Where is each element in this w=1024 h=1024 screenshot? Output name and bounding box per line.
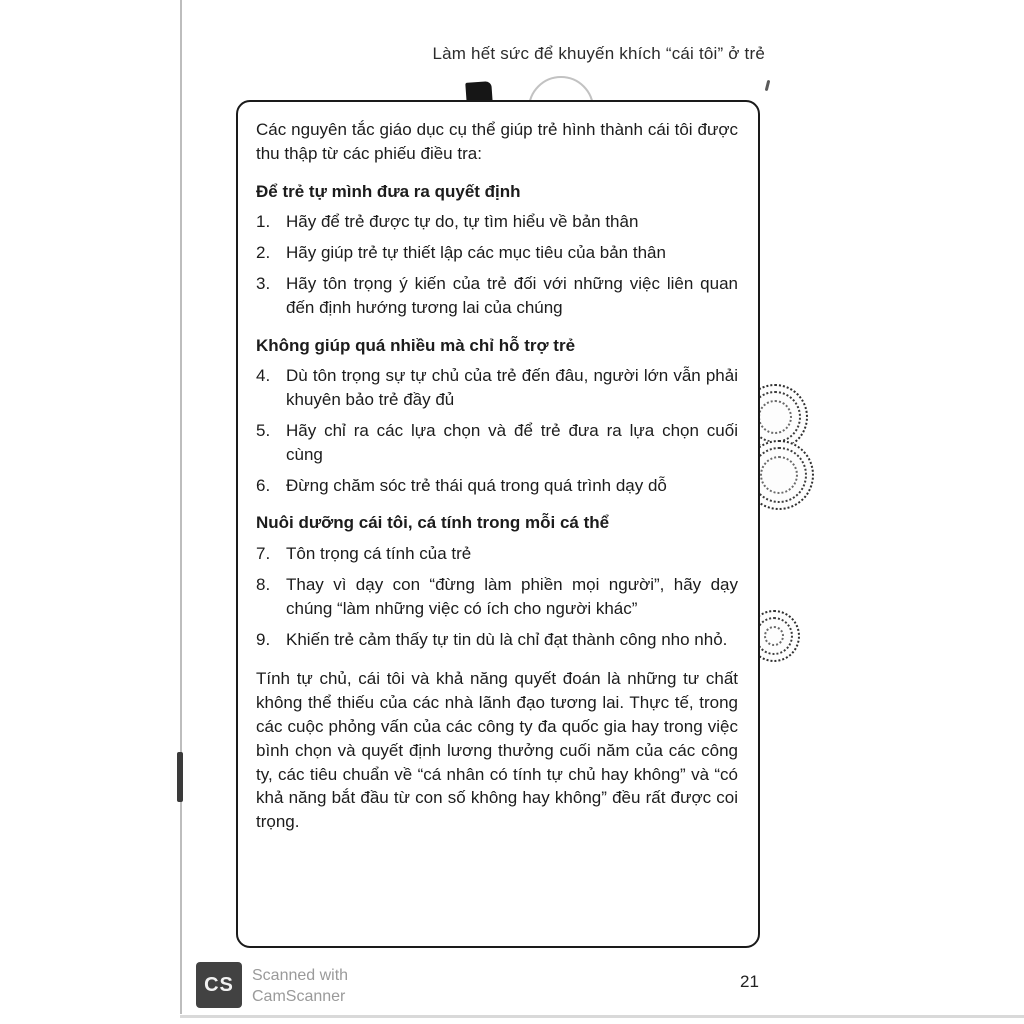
item-text: Khiến trẻ cảm thấy tự tin dù là chỉ đạt thành công nho nhỏ. [286, 629, 728, 649]
intro-paragraph: Các nguyên tắc giáo dục cụ thể giúp trẻ hình thành cái tôi được thu thập từ các phiếu điều tra: [256, 120, 738, 163]
item-number: 6. [256, 475, 271, 495]
scan-edge-line [180, 0, 182, 1014]
section-heading: Để trẻ tự mình đưa ra quyết định [256, 181, 521, 201]
watermark-line1: Scanned with [252, 967, 349, 984]
page-header: Làm hết sức để khuyến khích “cái tôi” ở trẻ [432, 44, 765, 63]
list-item [256, 628, 738, 652]
item-number: 5. [256, 420, 271, 440]
page-number: 21 [740, 972, 759, 991]
list-item [256, 419, 738, 467]
scan-bottom-edge [180, 1015, 1024, 1018]
item-number: 3. [256, 273, 271, 293]
list-item [256, 573, 738, 621]
content-box [236, 100, 760, 948]
camscanner-logo [196, 962, 242, 1008]
section-individuality [256, 511, 738, 651]
item-number: 2. [256, 243, 271, 263]
item-number: 8. [256, 574, 271, 594]
item-text: Hãy giúp trẻ tự thiết lập các mục tiêu của bản thân [286, 243, 666, 263]
list-item [256, 272, 738, 320]
watermark-line2: CamScanner [252, 987, 346, 1005]
item-number: 7. [256, 544, 271, 564]
camscanner-watermark [252, 966, 348, 1008]
section-heading: Không giúp quá nhiều mà chỉ hỗ trợ trẻ [256, 335, 576, 355]
camscanner-logo-text: CS [204, 973, 234, 996]
item-text: Hãy chỉ ra các lựa chọn và để trẻ đưa ra lựa chọn cuối cùng [286, 420, 738, 464]
item-text: Tôn trọng cá tính của trẻ [286, 544, 472, 564]
closing-paragraph: Tính tự chủ, cái tôi và khả năng quyết đoán là những tư chất không thể thiếu của các nhà lãnh đạo tương lai. Thực tế, trong các cuộc phỏng vấn của các công ty đa quốc gia hay trong việc bình chọn và quyết định lương thưởng cuối năm của các công ty, các tiêu chuẩn về “cá nhân có tính tự chủ hay không” và “có khả năng bắt đầu từ con số không hay không” đều rất được coi trọng. [256, 669, 738, 832]
scan-smudge [177, 752, 183, 802]
list-item [256, 474, 738, 498]
item-text: Hãy tôn trọng ý kiến của trẻ đối với những việc liên quan đến định hướng tương lai của chúng [286, 273, 738, 317]
item-text: Thay vì dạy con “đừng làm phiền mọi người”, hãy dạy chúng “làm những việc có ích cho người khác” [286, 574, 738, 618]
list-item [256, 241, 738, 265]
section-support [256, 334, 738, 498]
list-item [256, 364, 738, 412]
list-item [256, 210, 738, 234]
item-text: Dù tôn trọng sự tự chủ của trẻ đến đâu, người lớn vẫn phải khuyên bảo trẻ đầy đủ [286, 366, 738, 410]
section-decision [256, 180, 738, 320]
section-heading: Nuôi dưỡng cái tôi, cá tính trong mỗi cá thể [256, 513, 610, 533]
item-number: 4. [256, 366, 271, 386]
item-number: 9. [256, 629, 271, 649]
list-item [256, 542, 738, 566]
scan-tick-artifact [765, 80, 771, 91]
item-number: 1. [256, 212, 271, 232]
item-text: Đừng chăm sóc trẻ thái quá trong quá trình dạy dỗ [286, 475, 667, 495]
item-text: Hãy để trẻ được tự do, tự tìm hiểu về bản thân [286, 212, 639, 232]
